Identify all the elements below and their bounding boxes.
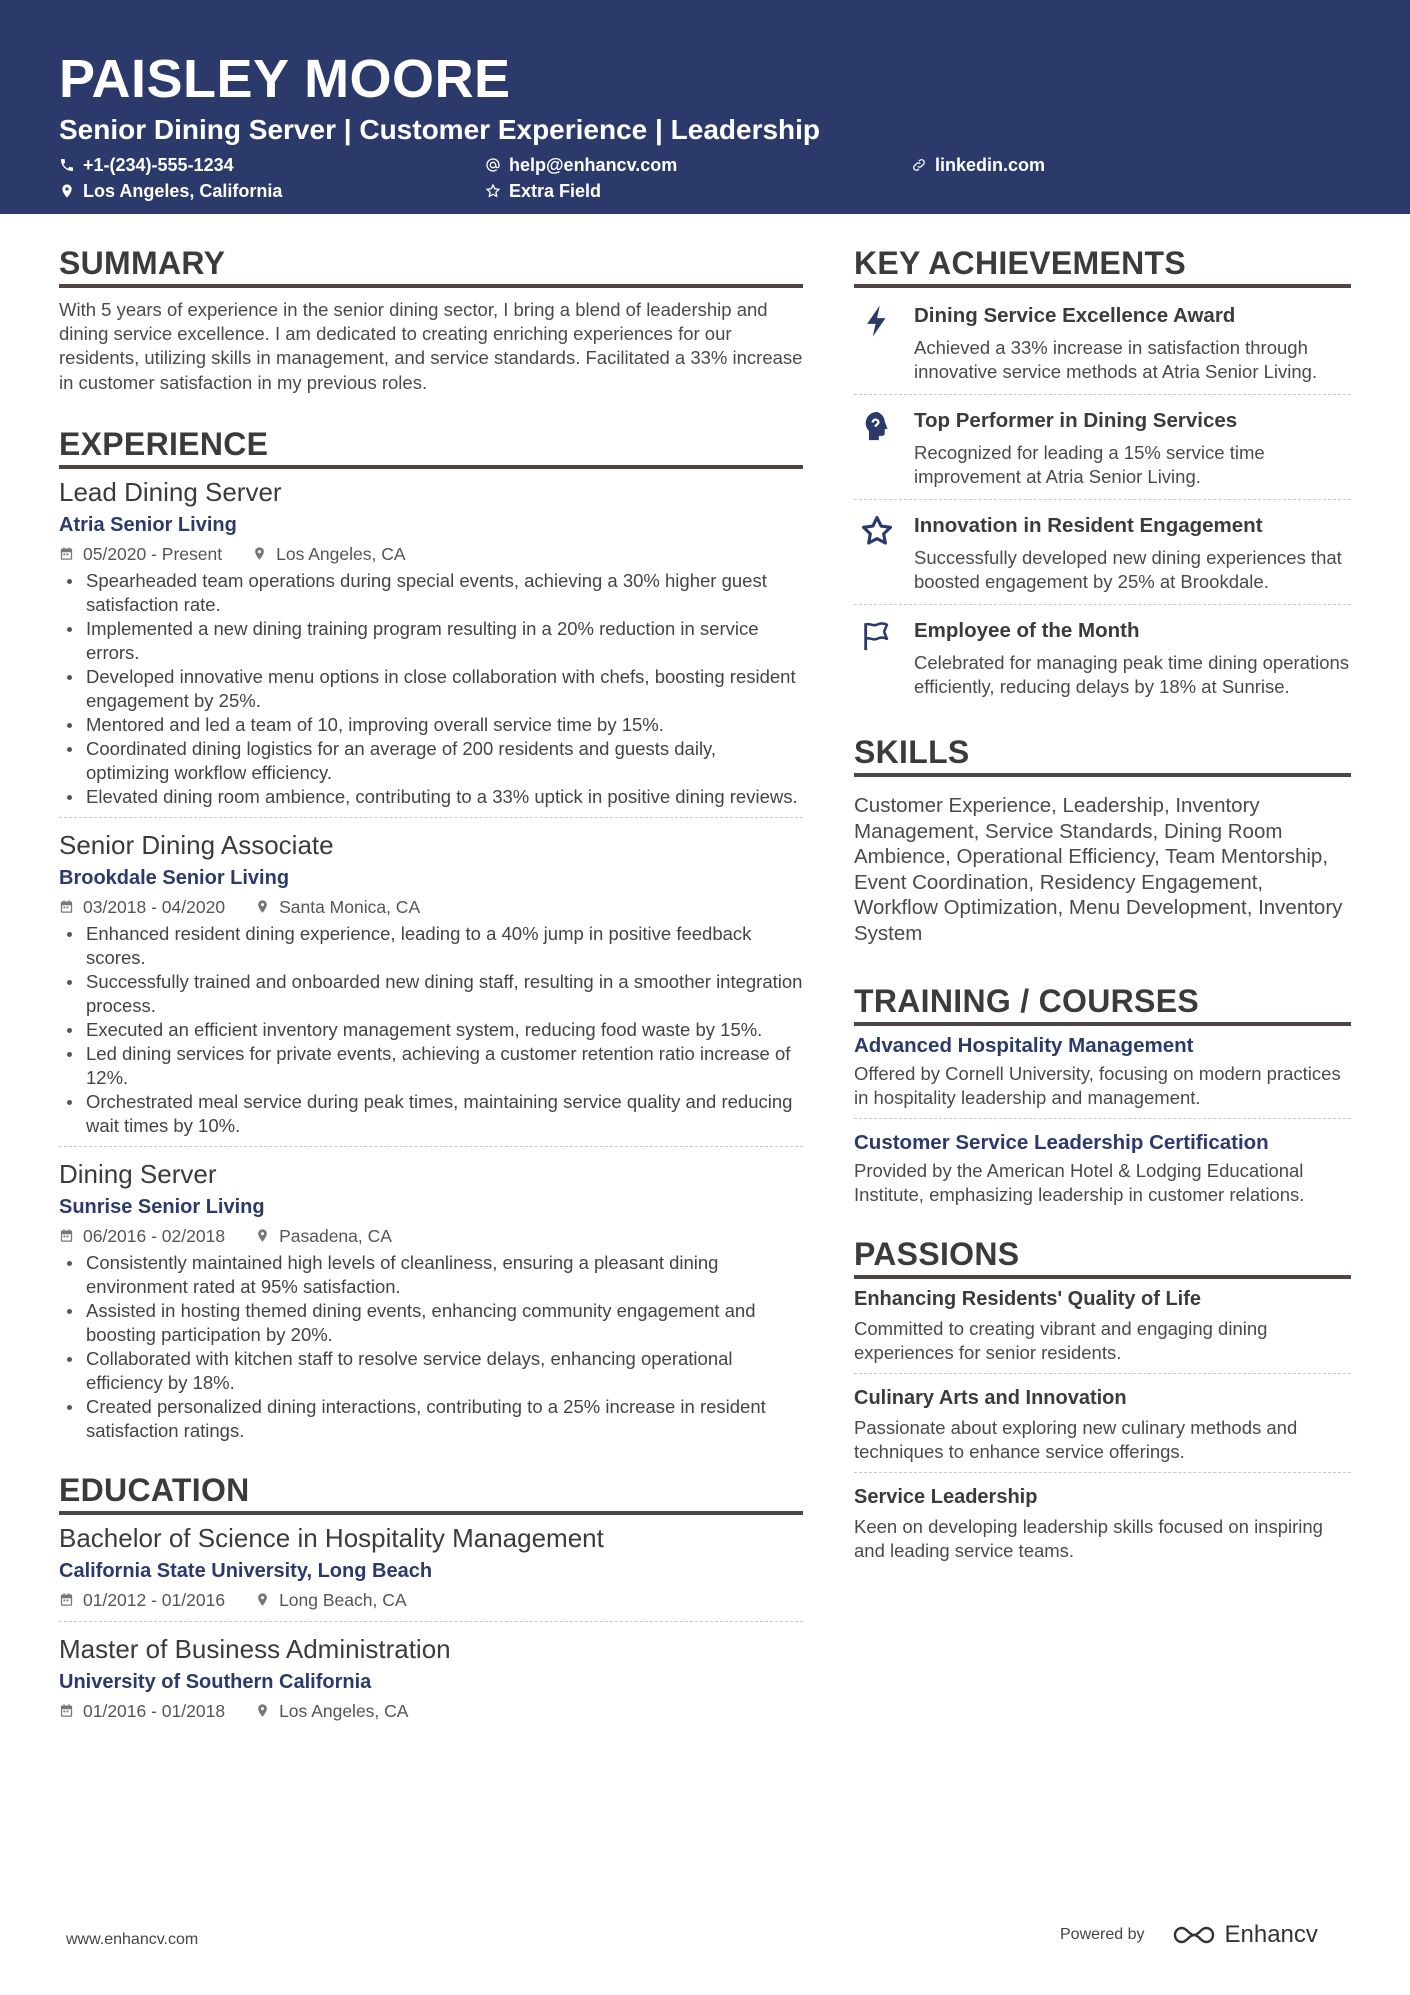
passion-title: Enhancing Residents' Quality of Life [854,1288,1202,1310]
enhancv-logo-icon [1171,1923,1217,1947]
job-meta [59,541,803,567]
linkedin-text: linkedin.com [935,154,1046,175]
brand-logo[interactable] [1171,1921,1318,1949]
achievement-desc: Successfully developed new dining experiences that boosted engagement by 25% at Brookdale. [914,547,1342,592]
location-pin-icon [255,1592,270,1607]
passion-desc: Keen on developing leadership skills focused on inspiring and leading service teams. [854,1516,1323,1561]
contact-email[interactable] [485,153,677,177]
achievement-item [854,395,1351,500]
star-icon [860,514,894,548]
experience-heading: EXPERIENCE [59,425,803,469]
education-dates: 01/2012 - 01/2016 [59,1587,225,1613]
email-text: help@enhancv.com [509,154,678,175]
calendar-icon [59,546,74,561]
job-bullets [59,569,803,809]
achievement-title: Dining Service Excellence Award [914,304,1236,327]
company-name: Brookdale Senior Living [59,866,290,889]
skills-section [854,733,1351,946]
candidate-name: PAISLEY MOORE [59,49,511,109]
calendar-icon [59,899,74,914]
passions-heading: PASSIONS [854,1235,1351,1279]
company-name: Atria Senior Living [59,513,237,536]
bullet-item: Consistently maintained high levels of cleanliness, ensuring a pleasant dining environment rated at 95% satisfaction. [59,1251,803,1299]
passion-title: Culinary Arts and Innovation [854,1387,1127,1409]
achievement-title: Employee of the Month [914,619,1140,642]
bullet-item: Implemented a new dining training program resulting in a 20% reduction in service errors. [59,617,803,665]
location-pin-icon [59,183,75,199]
location-pin-icon [255,899,270,914]
at-icon [485,157,501,173]
bullet-item: Mentored and led a team of 10, improving overall service time by 15%. [59,713,803,737]
degree-title: Bachelor of Science in Hospitality Management [59,1522,604,1553]
powered-by-label: Powered by [1060,1926,1145,1943]
education-section [59,1471,803,1732]
location-pin-icon [255,1703,270,1718]
skills-heading: SKILLS [854,733,1351,777]
experience-section [59,425,803,1451]
course-item [854,1129,1351,1215]
training-heading: TRAINING / COURSES [854,982,1351,1026]
achievement-desc: Recognized for leading a 15% service time improvement at Atria Senior Living. [914,442,1265,487]
passions-section [854,1235,1351,1571]
experience-entry [59,1157,803,1451]
right-column [854,244,1351,1581]
education-entry [59,1521,803,1622]
lightning-icon [860,304,894,338]
course-title: Advanced Hospitality Management [854,1034,1194,1057]
experience-entry [59,475,803,818]
bullet-item: Led dining services for private events, achieving a customer retention ratio increase of 12%. [59,1042,803,1090]
calendar-icon [59,1592,74,1607]
passion-desc: Passionate about exploring new culinary methods and techniques to enhance service offerings. [854,1417,1298,1462]
bullet-item: Successfully trained and onboarded new dining staff, resulting in a smoother integration process. [59,970,803,1018]
education-heading: EDUCATION [59,1471,803,1515]
brand-name: Enhancv [1224,1921,1318,1948]
skills-text: Customer Experience, Leadership, Inventory Management, Service Standards, Dining Room Ambience, Operational Efficiency, Team Mentorship, Event Coordination, Residency Engagement, Workflow Optimization, Menu Development, Inventory System [854,794,1343,945]
company-name: Sunrise Senior Living [59,1195,265,1218]
achievement-desc: Achieved a 33% increase in satisfaction through innovative service methods at Atria Senior Living. [914,337,1318,382]
location-text: Los Angeles, California [83,180,283,201]
education-entry [59,1632,803,1732]
degree-title: Master of Business Administration [59,1633,451,1664]
bullet-item: Assisted in hosting themed dining events, enhancing community engagement and boosting participation by 20%. [59,1299,803,1347]
contact-linkedin[interactable] [911,153,1045,177]
location-pin-icon [252,546,267,561]
job-dates: 03/2018 - 04/2020 [59,894,225,920]
bullet-item: Executed an efficient inventory management system, reducing food waste by 15%. [59,1018,803,1042]
achievement-item [854,500,1351,605]
flag-icon [860,619,894,653]
course-title: Customer Service Leadership Certification [854,1131,1269,1154]
bullet-item: Enhanced resident dining experience, leading to a 40% jump in positive feedback scores. [59,922,803,970]
contact-info [59,153,1351,209]
job-dates: 05/2020 - Present [59,541,222,567]
achievements-section [854,244,1351,709]
bullet-item: Developed innovative menu options in close collaboration with chefs, boosting resident engagement by 25%. [59,665,803,713]
achievement-item [854,605,1351,709]
job-title: Senior Dining Associate [59,829,334,860]
education-location: Long Beach, CA [255,1587,406,1613]
school-name: California State University, Long Beach [59,1559,433,1582]
footer-branding [1060,1921,1318,1949]
achievement-title: Top Performer in Dining Services [914,409,1238,432]
job-title: Lead Dining Server [59,476,282,507]
training-section [854,982,1351,1215]
education-meta [59,1698,803,1724]
link-icon [911,157,927,173]
course-desc: Offered by Cornell University, focusing on modern practices in hospitality leadership and management. [854,1063,1341,1108]
achievements-heading: KEY ACHIEVEMENTS [854,244,1351,288]
course-desc: Provided by the American Hotel & Lodging Educational Institute, emphasizing leadership in customer relations. [854,1160,1305,1205]
achievement-title: Innovation in Resident Engagement [914,514,1263,537]
job-location: Santa Monica, CA [255,894,420,920]
passion-item [854,1384,1351,1473]
bullet-item: Created personalized dining interactions, contributing to a 25% increase in resident satisfaction ratings. [59,1395,803,1443]
job-meta [59,894,803,920]
footer-website[interactable]: www.enhancv.com [66,1931,199,1948]
head-icon [860,409,894,443]
job-bullets [59,1251,803,1443]
passion-item [854,1285,1351,1374]
experience-entry [59,828,803,1147]
course-item [854,1032,1351,1119]
education-dates: 01/2016 - 01/2018 [59,1698,225,1724]
passion-desc: Committed to creating vibrant and engaging dining experiences for senior residents. [854,1318,1268,1363]
achievement-desc: Celebrated for managing peak time dining operations efficiently, reducing delays by 18% at Sunrise. [914,652,1350,697]
bullet-item: Coordinated dining logistics for an average of 200 residents and guests daily, optimizing workflow efficiency. [59,737,803,785]
job-location: Los Angeles, CA [252,541,405,567]
education-meta [59,1587,803,1613]
contact-phone[interactable] [59,153,234,177]
school-name: University of Southern California [59,1670,372,1693]
achievement-item [854,290,1351,395]
bullet-item: Collaborated with kitchen staff to resolve service delays, enhancing operational efficiency by 18%. [59,1347,803,1395]
contact-location [59,179,282,203]
calendar-icon [59,1703,74,1718]
summary-section [59,244,803,395]
left-column [59,244,803,1742]
job-meta [59,1223,803,1249]
job-location: Pasadena, CA [255,1223,392,1249]
location-pin-icon [255,1228,270,1243]
summary-text: With 5 years of experience in the senior dining sector, I bring a blend of leadership and dining service excellence. I am dedicated to creating enriching experiences for our residents, utilizing skills in management, and service standards. Facilitated a 33% increase in customer satisfaction in my previous roles. [59,299,803,393]
job-dates: 06/2016 - 02/2018 [59,1223,225,1249]
job-title: Dining Server [59,1158,217,1189]
job-bullets [59,922,803,1138]
passion-item [854,1483,1351,1571]
education-location: Los Angeles, CA [255,1698,408,1724]
resume-header [0,0,1410,214]
phone-text: +1-(234)-555-1234 [83,154,234,175]
summary-heading: SUMMARY [59,244,803,288]
bullet-item: Orchestrated meal service during peak times, maintaining service quality and reducing wait times by 10%. [59,1090,803,1138]
contact-extra [485,179,601,203]
candidate-headline: Senior Dining Server | Customer Experience | Leadership [59,114,821,145]
passion-title: Service Leadership [854,1486,1038,1508]
bullet-item: Elevated dining room ambience, contributing to a 33% uptick in positive dining reviews. [59,785,803,809]
phone-icon [59,157,75,173]
bullet-item: Spearheaded team operations during special events, achieving a 30% higher guest satisfaction rate. [59,569,803,617]
calendar-icon [59,1228,74,1243]
star-outline-icon [485,183,501,199]
extra-field-text: Extra Field [509,180,602,201]
